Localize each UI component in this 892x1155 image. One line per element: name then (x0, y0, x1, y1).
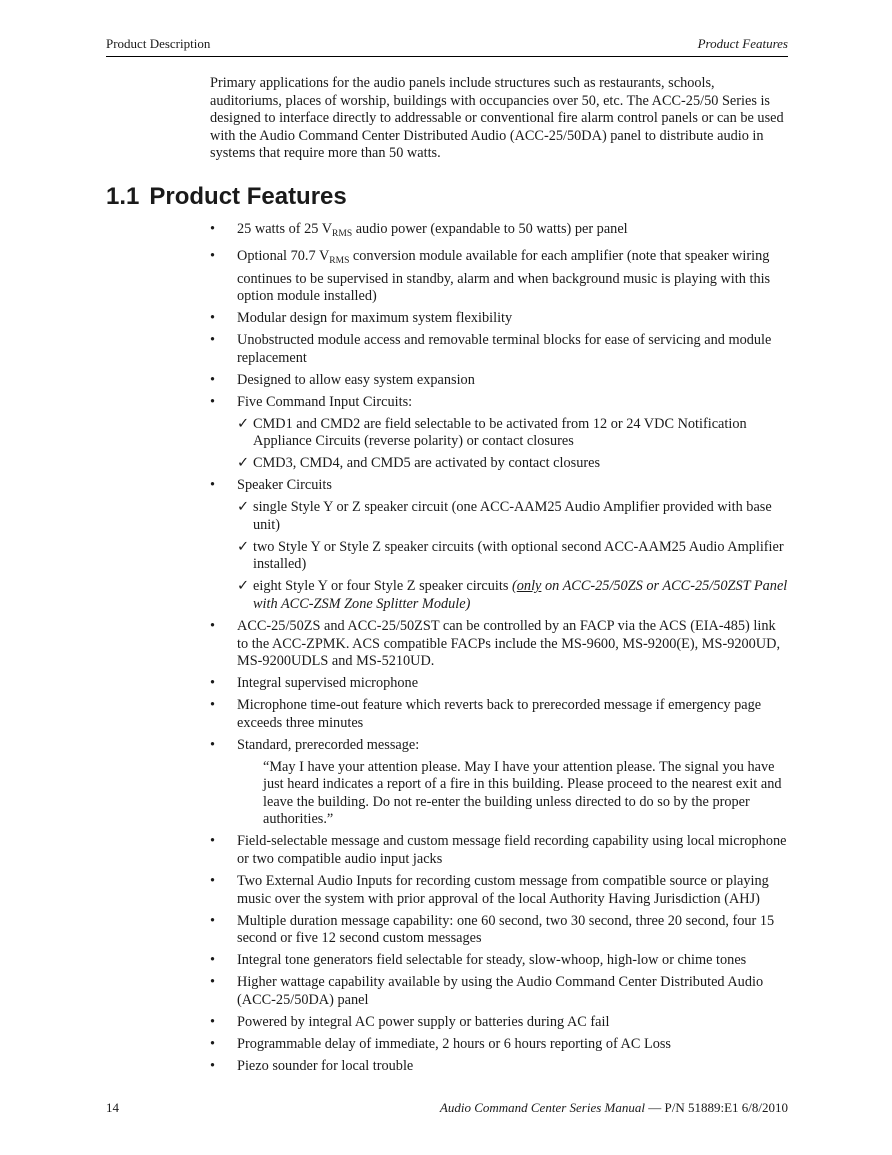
prerecorded-message-quote: “May I have your attention please. May I have your attention please. The signal you have just heard indicates a report of a fire in this building. Please proceed to the nearest exit and leave the building. Do not re-enter the building unless directed to do so by the proper authorities.” (263, 758, 782, 828)
bullet: • (210, 675, 216, 692)
feature-item-power-supply: • Powered by integral AC power supply or batteries during AC fail (210, 1013, 610, 1030)
bullet: • (210, 736, 216, 753)
feature-item-timeout: • Microphone time-out feature which reverts back to prerecorded message if emergency page exceeds three minutes (210, 697, 762, 731)
checkmark-icon: ✓ (237, 578, 249, 595)
feature-item-piezo: • Piezo sounder for local trouble (210, 1057, 414, 1074)
page-number: 14 (106, 1100, 119, 1115)
feature-item-duration: • Multiple duration message capability: one 60 second, two 30 second, three 20 second, four 15 second or five 12 second custom messages (210, 912, 775, 947)
bullet: • (210, 332, 216, 349)
bullet: • (210, 310, 216, 327)
feature-item-power: • 25 watts of 25 $V_{RMS}$ audio power (expandable to 50 watts) per panel (210, 221, 628, 239)
feature-list (210, 221, 788, 1080)
sub-item: ✓ single Style Y or Z speaker circuit (one ACC-AAM25 Audio Amplifier provided with base unit) (237, 499, 772, 533)
feature-item-standard-message: • Standard, prerecorded message: “May I have your attention please. May I have your attention please. The signal you have just heard indicates a report of a fire in this building. Please proceed to the nearest exit and leave the building. Do not re-enter the building unless directed to do so by the proper authorities.” (210, 737, 788, 829)
feature-item-wattage: • Higher wattage capability available by using the Audio Command Center Distributed Audio (ACC-25/50DA) panel (210, 974, 764, 1008)
feature-item-facp: • ACC-25/50ZS and ACC-25/50ZST can be controlled by an FACP via the ACS (EIA-485) link to the ACC-ZPMK. ACS compatible FACPs include the MS-9600, MS-9200(E), MS-9200UD, MS-9200UDLS and MS-5210UD. (210, 617, 781, 670)
rms-subscript: RMS (329, 255, 350, 266)
sub-item: ✓ eight Style Y or four Style Z speaker circuits (only on ACC-25/50ZS or ACC-25/50ZST Panel with ACC-ZSM Zone Splitter Module) (237, 578, 788, 612)
sub-item: ✓ CMD3, CMD4, and CMD5 are activated by contact closures (237, 455, 601, 472)
feature-item-delay: • Programmable delay of immediate, 2 hours or 6 hours reporting of AC Loss (210, 1035, 671, 1052)
bullet: • (210, 873, 216, 890)
feature-item-command-inputs: • Five Command Input Circuits: ✓ CMD1 and CMD2 are field selectable to be activated from 12 or 24 VDC Notification Appliance Circuits (reverse polarity) or contact closures ✓ CMD3, CMD4, and CMD5 are activated by contact closures (210, 394, 788, 473)
bullet: • (210, 952, 216, 969)
bullet: • (210, 833, 216, 850)
bullet: • (210, 477, 216, 494)
rms-subscript: RMS (332, 229, 353, 239)
checkmark-icon: ✓ (237, 499, 249, 516)
checkmark-icon: ✓ (237, 415, 249, 432)
intro-paragraph: Primary applications for the audio panels include structures such as restaurants, schools, auditoriums, places of worship, buildings with occupancies over 50, etc. The ACC-25/50 Series is designed to interface directly to addressable or conventional fire alarm control panels or can be used with the Audio Command Center Distributed Audio (ACC-25/50DA) panel to distribute audio in systems that require more than 50 watts. (210, 75, 784, 162)
feature-item-microphone: • Integral supervised microphone (210, 675, 419, 692)
emphasis-only: only (516, 578, 542, 595)
bullet: • (210, 617, 216, 634)
section-title: Product Features (149, 183, 347, 210)
speaker-circuit-sublist (237, 499, 788, 613)
feature-item-expansion: • Designed to allow easy system expansion (210, 371, 475, 388)
footer-manual-info (440, 1100, 788, 1116)
feature-item-unobstructed: • Unobstructed module access and removable terminal blocks for ease of servicing and module replacement (210, 332, 772, 366)
sub-item: ✓ two Style Y or Style Z speaker circuits (with optional second ACC-AAM25 Audio Amplifier installed) (237, 538, 784, 573)
bullet: • (210, 697, 216, 714)
feature-item-custom-recording: • Field-selectable message and custom message field recording capability using local microphone or two compatible audio input jacks (210, 833, 787, 868)
feature-item-tones: • Integral tone generators field selectable for steady, slow-whoop, high-low or chime tones (210, 952, 747, 969)
bullet: • (210, 1057, 216, 1074)
bullet: • (210, 221, 216, 237)
feature-item-external-inputs: • Two External Audio Inputs for recording custom message from compatible source or playing music over the system with prior approval of the local Authority Having Jurisdiction (AHJ) (210, 873, 769, 907)
manual-title: Audio Command Center Series Manual (439, 1100, 645, 1115)
page-header (106, 36, 788, 57)
section-heading (106, 182, 347, 212)
command-input-sublist (237, 416, 788, 473)
checkmark-icon: ✓ (237, 538, 249, 555)
bullet: • (210, 912, 216, 929)
bullet: • (210, 371, 216, 388)
bullet: • (210, 974, 216, 991)
bullet: • (210, 393, 216, 410)
checkmark-icon: ✓ (237, 455, 249, 472)
section-number: 1.1 (106, 183, 140, 210)
sub-item: ✓ CMD1 and CMD2 are field selectable to be activated from 12 or 24 VDC Notification Appliance Circuits (reverse polarity) or contact closures (237, 415, 747, 450)
feature-item-speaker-circuits: • Speaker Circuits ✓ single Style Y or Z speaker circuit (one ACC-AAM25 Audio Amplifier provided with base unit) ✓ two Style Y or Style Z speaker circuits (with optional second ACC-AAM25 Audio Amplifier installed) ✓ eight Style Y or four Style Z speaker circuits (only on ACC-25/50ZS or ACC-25/50ZST Panel with ACC-ZSM Zone Splitter Module) (210, 477, 788, 612)
feature-item-conversion: • Optional 70.7 $V_{RMS}$ conversion module available for each amplifier (note that speaker wiring continues to be supervised in standby, alarm and when background music is playing with this option module installed) (210, 247, 771, 305)
bullet: • (210, 1035, 216, 1052)
part-number: — P/N 51889:E1 6/8/2010 (644, 1100, 788, 1115)
header-chapter: Product Description (106, 36, 211, 51)
header-section: Product Features (697, 36, 788, 51)
feature-item-modular: • Modular design for maximum system flexibility (210, 310, 513, 327)
bullet: • (210, 1013, 216, 1030)
bullet: • (210, 247, 216, 264)
